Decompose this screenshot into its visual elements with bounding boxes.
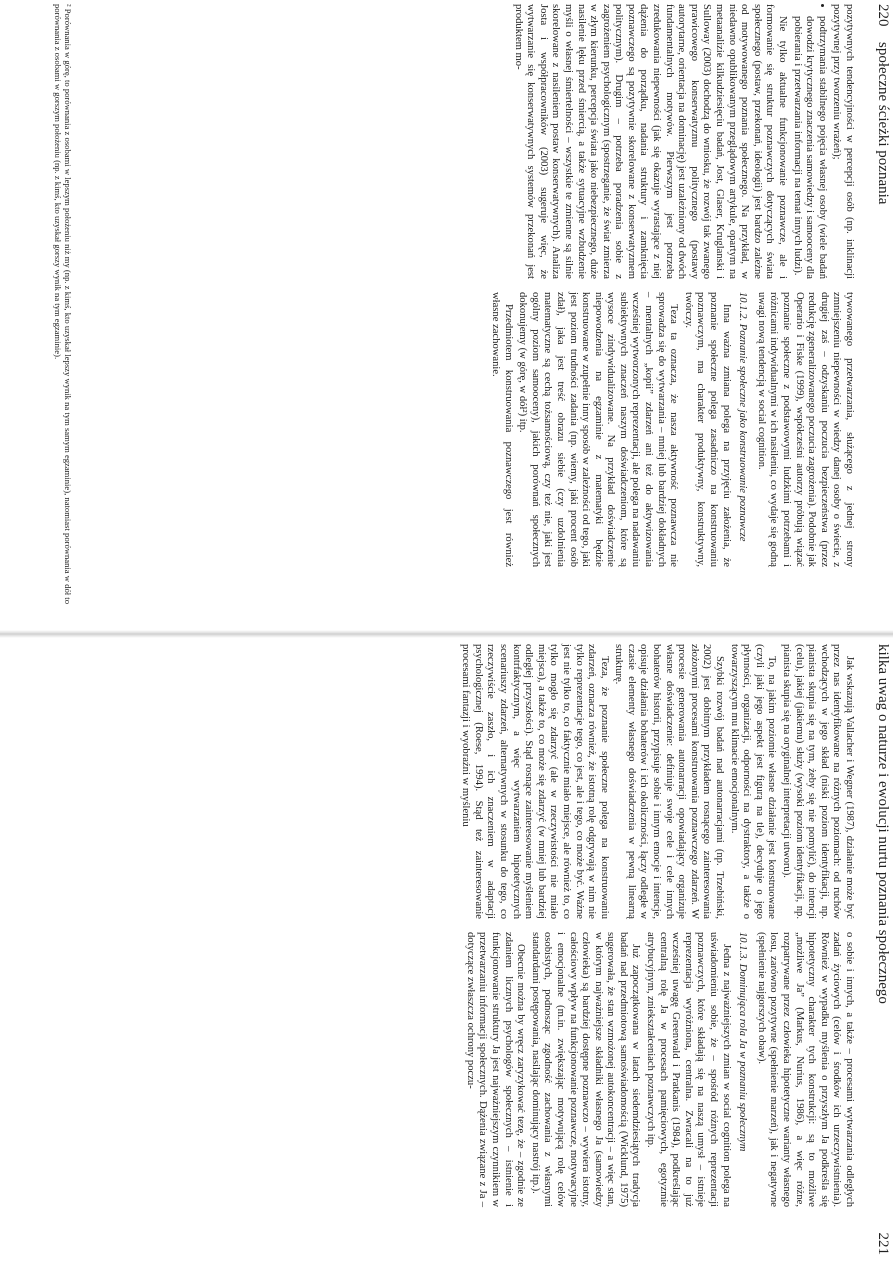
right-column-1 bbox=[0, 644, 855, 919]
right-page-header bbox=[867, 640, 893, 1263]
paragraph: pozytywnych tendencyjności w percepcji osób (np. inklinacji pozytywnej przy tworzeniu wrażeń); bbox=[831, 4, 855, 279]
page-number: 221 bbox=[875, 1232, 891, 1255]
paragraph: Obecnie można by wręcz zaryzykować tezę, że – zgodnie ze zdaniem licznych psychologów społecznych – istnienie i funkcjonowanie struktury Ja jest najważniejszym czynnikiem w przetwarzaniu informacji społecznych. Dążenia związane z Ja – dotyczące zwłaszcza ochrony poczu- bbox=[464, 932, 527, 1207]
left-column-1 bbox=[0, 4, 855, 279]
paragraph: Jak wskazują Vallacher i Wegner (1987), działanie może być przez nas identyfikowane na różnych poziomach: od ruchów wchodzących w jego skład (niski poziom identyfikacji, np. pianista skupia się na tym, żeby się nie pomylić), do intencji (celu), jakiej (jakiemu) służy (wysoki poziom identyfikacji, np. pianista skupia się na oryginalnej interpretacji utworu). bbox=[781, 644, 855, 919]
paragraph: Przedmiotem konstruowania poznawczego jest również własne zachowanie. bbox=[489, 292, 514, 567]
page-number: 220 bbox=[875, 4, 891, 27]
running-title: społeczne ścieżki poznania bbox=[875, 42, 891, 205]
right-page bbox=[0, 640, 893, 1263]
left-page bbox=[0, 0, 893, 630]
list-item: • podtrzymania stabilnego pojęcia własnej osoby (wiele badań dowodzi krytycznego znaczenia samowiedzy i samooceny dla pobierania i przetwarzania informacji na temat innych ludzi). bbox=[790, 16, 828, 279]
section-heading: 10.1.3. Dominująca rola Ja w poznaniu społecznym bbox=[737, 932, 749, 1152]
paragraph: Szybki rozwój badań nad autonarracjami (np. Trzebiński, 2002) jest dobitnym przykładem rosnącego zainteresowania złożonymi procesami konstruowania poznawczego zdarzeń. W procesie generowania autonarracji opowiadający organizuje własne doświadczenie: definiuje swoje cele i cele innych bohaterów historii, przypisuje sobie i innym emocje i intencje, opisuje działania bohaterów i ich okoliczności, łączy odległe w czasie elementy własnego doświadczenia w pewną linearną strukturę. bbox=[613, 644, 726, 919]
paragraph: o sobie i innych, a także – procesami wytwarzania odległych zadań życiowych (celów i środków ich urzeczywistnienia). Również w wypadku myślenia o przyszłym Ja podkreśla się hipotetyczny charakter tych konstrukcji: są to możliwe „możliwe Ja” (Markus, Nurius, 1986), a więc różne, rozpatrywane przez człowieka hipotetyczne warianty własnego losu, zarówno pozytywne (spełnienie marzeń), jak i negatywne (spełnienie najgorszych obaw). bbox=[755, 932, 855, 1207]
paragraph: Już zapoczątkowana w latach siedemdziesiątych tradycja badań nad przedmiotową samoświadomością (Wicklund, 1975) sugerowała, że stan wzmożonej autokoncentracji – a więc stan, w którym najważniejsze składniki własnego Ja (samowiedzy człowieka) są bardziej dostępne poznawczo – wywiera istotny, całościowy wpływ na funkcjonowanie poznawcze, motywacyjne i emocjonalne (m.in. zwiększając motywującą rolę celów osobistych, podnosząc zgodność zachowania z własnymi standardami postępowania, nasilając dominujący nastrój itp.). bbox=[529, 932, 642, 1207]
left-page-header bbox=[867, 0, 893, 630]
paragraph: Nie tylko aktualne funkcjonowanie poznawcze, ale i formowanie się struktur poznawczych dotyczących świata społecznego (postaw, przekonań, ideologii) jest bardzo zależne od motywowanego poznania społecznego. Na przykład, w niedawno opublikowanym przeglądowym artykule, opartym na metaanalizie kilkudziesięciu badań, Jost, Glaser, Kruglanski i Sulloway (2003) dochodzą do wniosku, że rozwój tak zwanego prawicowego konserwatyzmu politycznego (postawy autorytarne, orientacja na dominację) jest uzależniony od dwóch fundamentalnych motywów. Pierwszym jest potrzeba zredukowania niepewności (jak się okazuje wyrastające z niej dążenia do porządku, nadania struktury i zamknięcia poznawczego są pozytywnie skorelowane z konserwatyzmem politycznym). Drugim – potrzeba poradzenia sobie z zagrożeniem psychologicznym (spostrzeganie, że świat zmierza w złym kierunku, percepcja świata jako niebezpiecznego, duże nasilenie lęku przed śmiercią, a także sytuacyjne wzbudzenie myśli o własnej śmiertelności – wszystkie te zmienne są silnie skorelowane z nasileniem postaw konserwatywnych). Analiza Josta i współpracowników (2003) sugeruje więc, że wytwarzanie się konserwatywnych systemów przekonań jest produktem mo- bbox=[512, 4, 789, 279]
paragraph: To, na jakim poziomie własne działanie jest konstruowane (czyli jaki jego aspekt jest figurą na tle), decyduje o jego płynności, organizacji, odporności na dystraktory, a także o towarzyszącym mu klimacie emocjonalnym. bbox=[728, 644, 778, 919]
paragraph: Teza ta oznacza, że nasza aktywność poznawcza nie sprowadza się do wytwarzania – mniej lub bardziej dokładnych – mentalnych „kopii” zdarzeń ani też do aktywizowania wcześniej wytworzonych reprezentacji, ale polega na nadawaniu subiektywnych znaczeń naszym doświadczeniom, które są wysoce zindywidualizowane. Na przykład doświadczenie niepowodzenia na egzaminie z matematyki będzie konstruowane w zupełnie inny sposób w zależności od tego, jaki jest poziom trudności zadania (np. wiemy, jaki procent osób zdał), jaka jest treść obrazu siebie (czy uzdolnienia matematyczne są cechą tożsamościową, czy też nie, jaki jest ogólny poziom samooceny), jakich porównań społecznych dokonujemy (w górę, w dół²) itp. bbox=[517, 292, 680, 567]
paragraph: Inna ważna zmiana polega na przyjęciu założenia, że poznanie społeczne polega zasadniczo na konstruowaniu poznawczym, ma charakter produktywny, konstruktywny, twórczy. bbox=[682, 292, 732, 567]
paragraph: Jedna z najważniejszych zmian w social cognition polega na uświadomieniu sobie, że – spośród różnych reprezentacji poznawczych, które składają się na naszą umysł – istnieje reprezentacja wyróżniona, centralna. Zwracali na to już wcześniej uwagę Greenwald i Pratkanis (1984), podkreślając centralną rolę Ja w procesach pamięciowych, egotyzmie atrybucyjnym, zniekształceniach poznawczych itp. bbox=[645, 932, 732, 1207]
section-heading: 10.1.2. Poznanie społeczne jako konstruowanie poznawcze bbox=[737, 292, 749, 542]
running-title: kilka uwag o naturze i ewolucji nurtu poznania społecznego bbox=[875, 644, 891, 1004]
page-fold bbox=[0, 630, 893, 638]
right-column-2 bbox=[0, 932, 855, 1207]
left-column-2 bbox=[0, 292, 855, 567]
paragraph: tywowanego przetwarzania, służącego z jednej strony zmniejszeniu niepewności w wiedzy danej osoby o świecie, z drugiej zaś – odzyskaniu poczucia bezpieczeństwa (przez redukcję zgeneralizowanego poczucia zagrożenia). Podobnie jak Operario i Fiske (1999), współcześni autorzy próbują wiązać poznanie społeczne z podstawowymi ludzkimi potrzebami i różnicami indywidualnymi w ich nasileniu, co wydaje się godną uwagi nową tendencją w social cognition. bbox=[755, 292, 855, 567]
footnote: ² Porównania w górę, to porównania z osobami w lepszym położeniu niż my (np. z kimś, kto uzyskał lepszy wynik na tym samym egzaminie), natomiast porównania w dół to porównania z osobami w gorszym położeniu (np. z kimś, kto uzyskał gorszy wynik na tym egzaminie). bbox=[52, 4, 73, 604]
bullet-list bbox=[790, 4, 828, 279]
paragraph: Teza, że poznanie społeczne polega na konstruowaniu zdarzeń, oznacza również, że istotną rolę odgrywają w nim nie tylko reprezentacje tego, co jest, ale i tego, co może być. Ważne jest nie tylko to, co faktycznie miało miejsce, ale również to, co tylko mogło się zdarzyć (ale w rzeczywistości nie miało miejsca), a także to, co może się zdarzyć (w mniej lub bardziej odległej przyszłości). Stąd rosnące zainteresowanie myśleniem kontrfaktycznym, a więc wytwarzaniem hipotetycznych scenariuszy zdarzeń, alternatywnych w stosunku do tego, co rzeczywiście zaszło, i ich znaczeniem w adaptacji psychologicznej (Roese, 1994). Stąd też zainteresowanie procesami fantazji i wyobraźni w myśleniu bbox=[460, 644, 610, 919]
